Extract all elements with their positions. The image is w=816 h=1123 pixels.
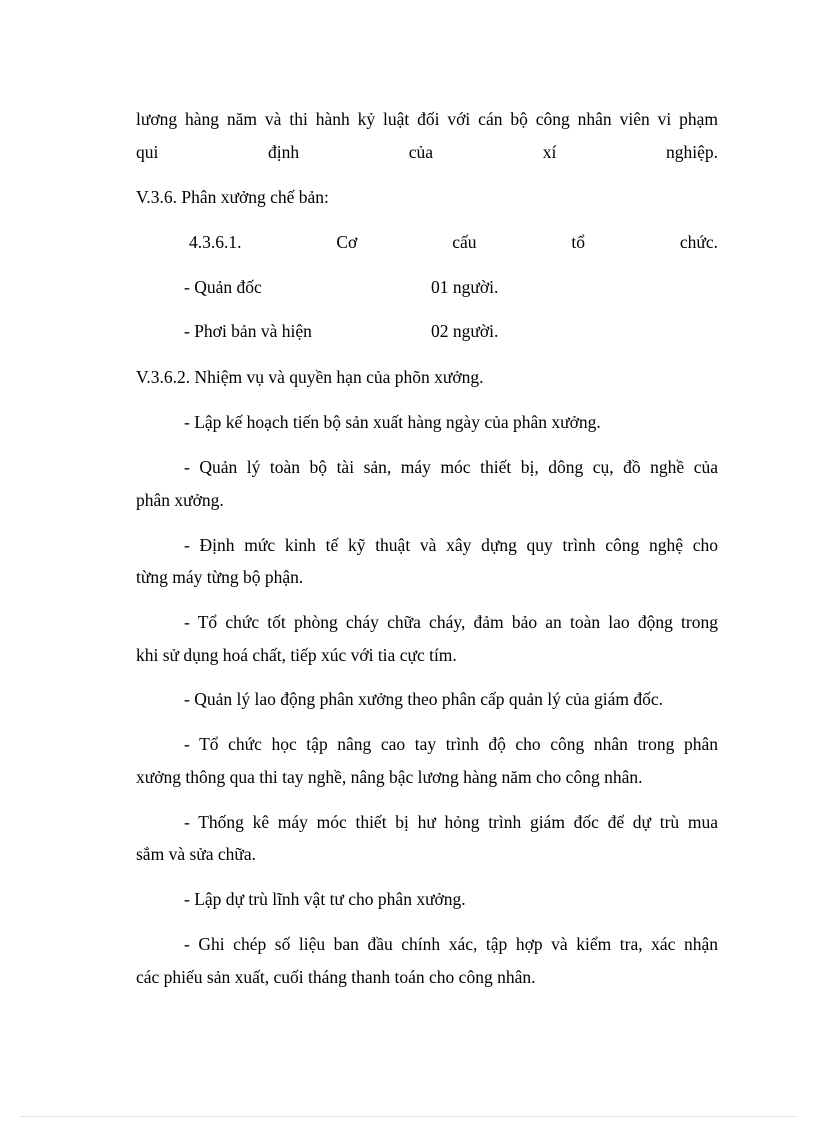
staff-role-manager: - Quản đốc: [184, 277, 262, 297]
duty-5-line1: - Quản lý lao động phân xưởng theo phân cấp quản lý của giám đốc.: [184, 689, 663, 709]
duty-2-line1: - Quản lý toàn bộ tài sản, máy móc thiết bị, dông cụ, đồ nghề của: [184, 457, 718, 477]
duty-4-line1: - Tổ chức tốt phòng cháy chữa cháy, đảm bảo an toàn lao động trong: [184, 612, 718, 632]
duty-7-line2: sắm và sửa chữa.: [136, 844, 257, 864]
para1-line1: lương hàng năm và thi hành kỷ luật đối với cán bộ công nhân viên vi phạm: [136, 109, 718, 129]
duty-1-line1: - Lập kế hoạch tiến bộ sản xuất hàng ngày của phân xưởng.: [184, 412, 601, 432]
staff-count-manager: 01 người.: [431, 277, 499, 297]
staff-role-plate-exposure: - Phơi bản và hiện: [184, 321, 312, 341]
duty-4-line2: khi sử dụng hoá chất, tiếp xúc với tia cực tím.: [136, 645, 457, 665]
duty-6-line2: xưởng thông qua thi tay nghề, nâng bậc lương hàng năm cho công nhân.: [136, 767, 643, 787]
staff-count-plate-exposure: 02 người.: [431, 321, 499, 341]
duty-8-line1: - Lập dự trù lĩnh vật tư cho phân xưởng.: [184, 889, 466, 909]
subheading-4361: 4.3.6.1. Cơ cấu tổ chức.: [189, 232, 718, 252]
section-heading-v361: V.3.6. Phân xưởng chế bản:: [136, 187, 329, 207]
duty-6-line1: - Tổ chức học tập nâng cao tay trình độ cho công nhân trong phân: [184, 734, 718, 754]
duty-9-line1: - Ghi chép số liệu ban đầu chính xác, tập hợp và kiểm tra, xác nhận: [184, 934, 718, 954]
section-heading-v3662: V.3.6.2. Nhiệm vụ và quyền hạn của phõn xưởng.: [136, 367, 484, 387]
duty-7-line1: - Thống kê máy móc thiết bị hư hỏng trình giám đốc để dự trù mua: [184, 812, 718, 832]
duty-9-line2: các phiếu sản xuất, cuối tháng thanh toán cho công nhân.: [136, 967, 536, 987]
duty-2-line2: phân xưởng.: [136, 490, 224, 510]
duty-3-line2: từng máy từng bộ phận.: [136, 567, 304, 587]
duty-3-line1: - Định mức kinh tế kỹ thuật và xây dựng quy trình công nghệ cho: [184, 535, 718, 555]
para1-line2: qui định của xí nghiệp.: [136, 142, 718, 162]
page-bottom-rule: [20, 1116, 796, 1117]
